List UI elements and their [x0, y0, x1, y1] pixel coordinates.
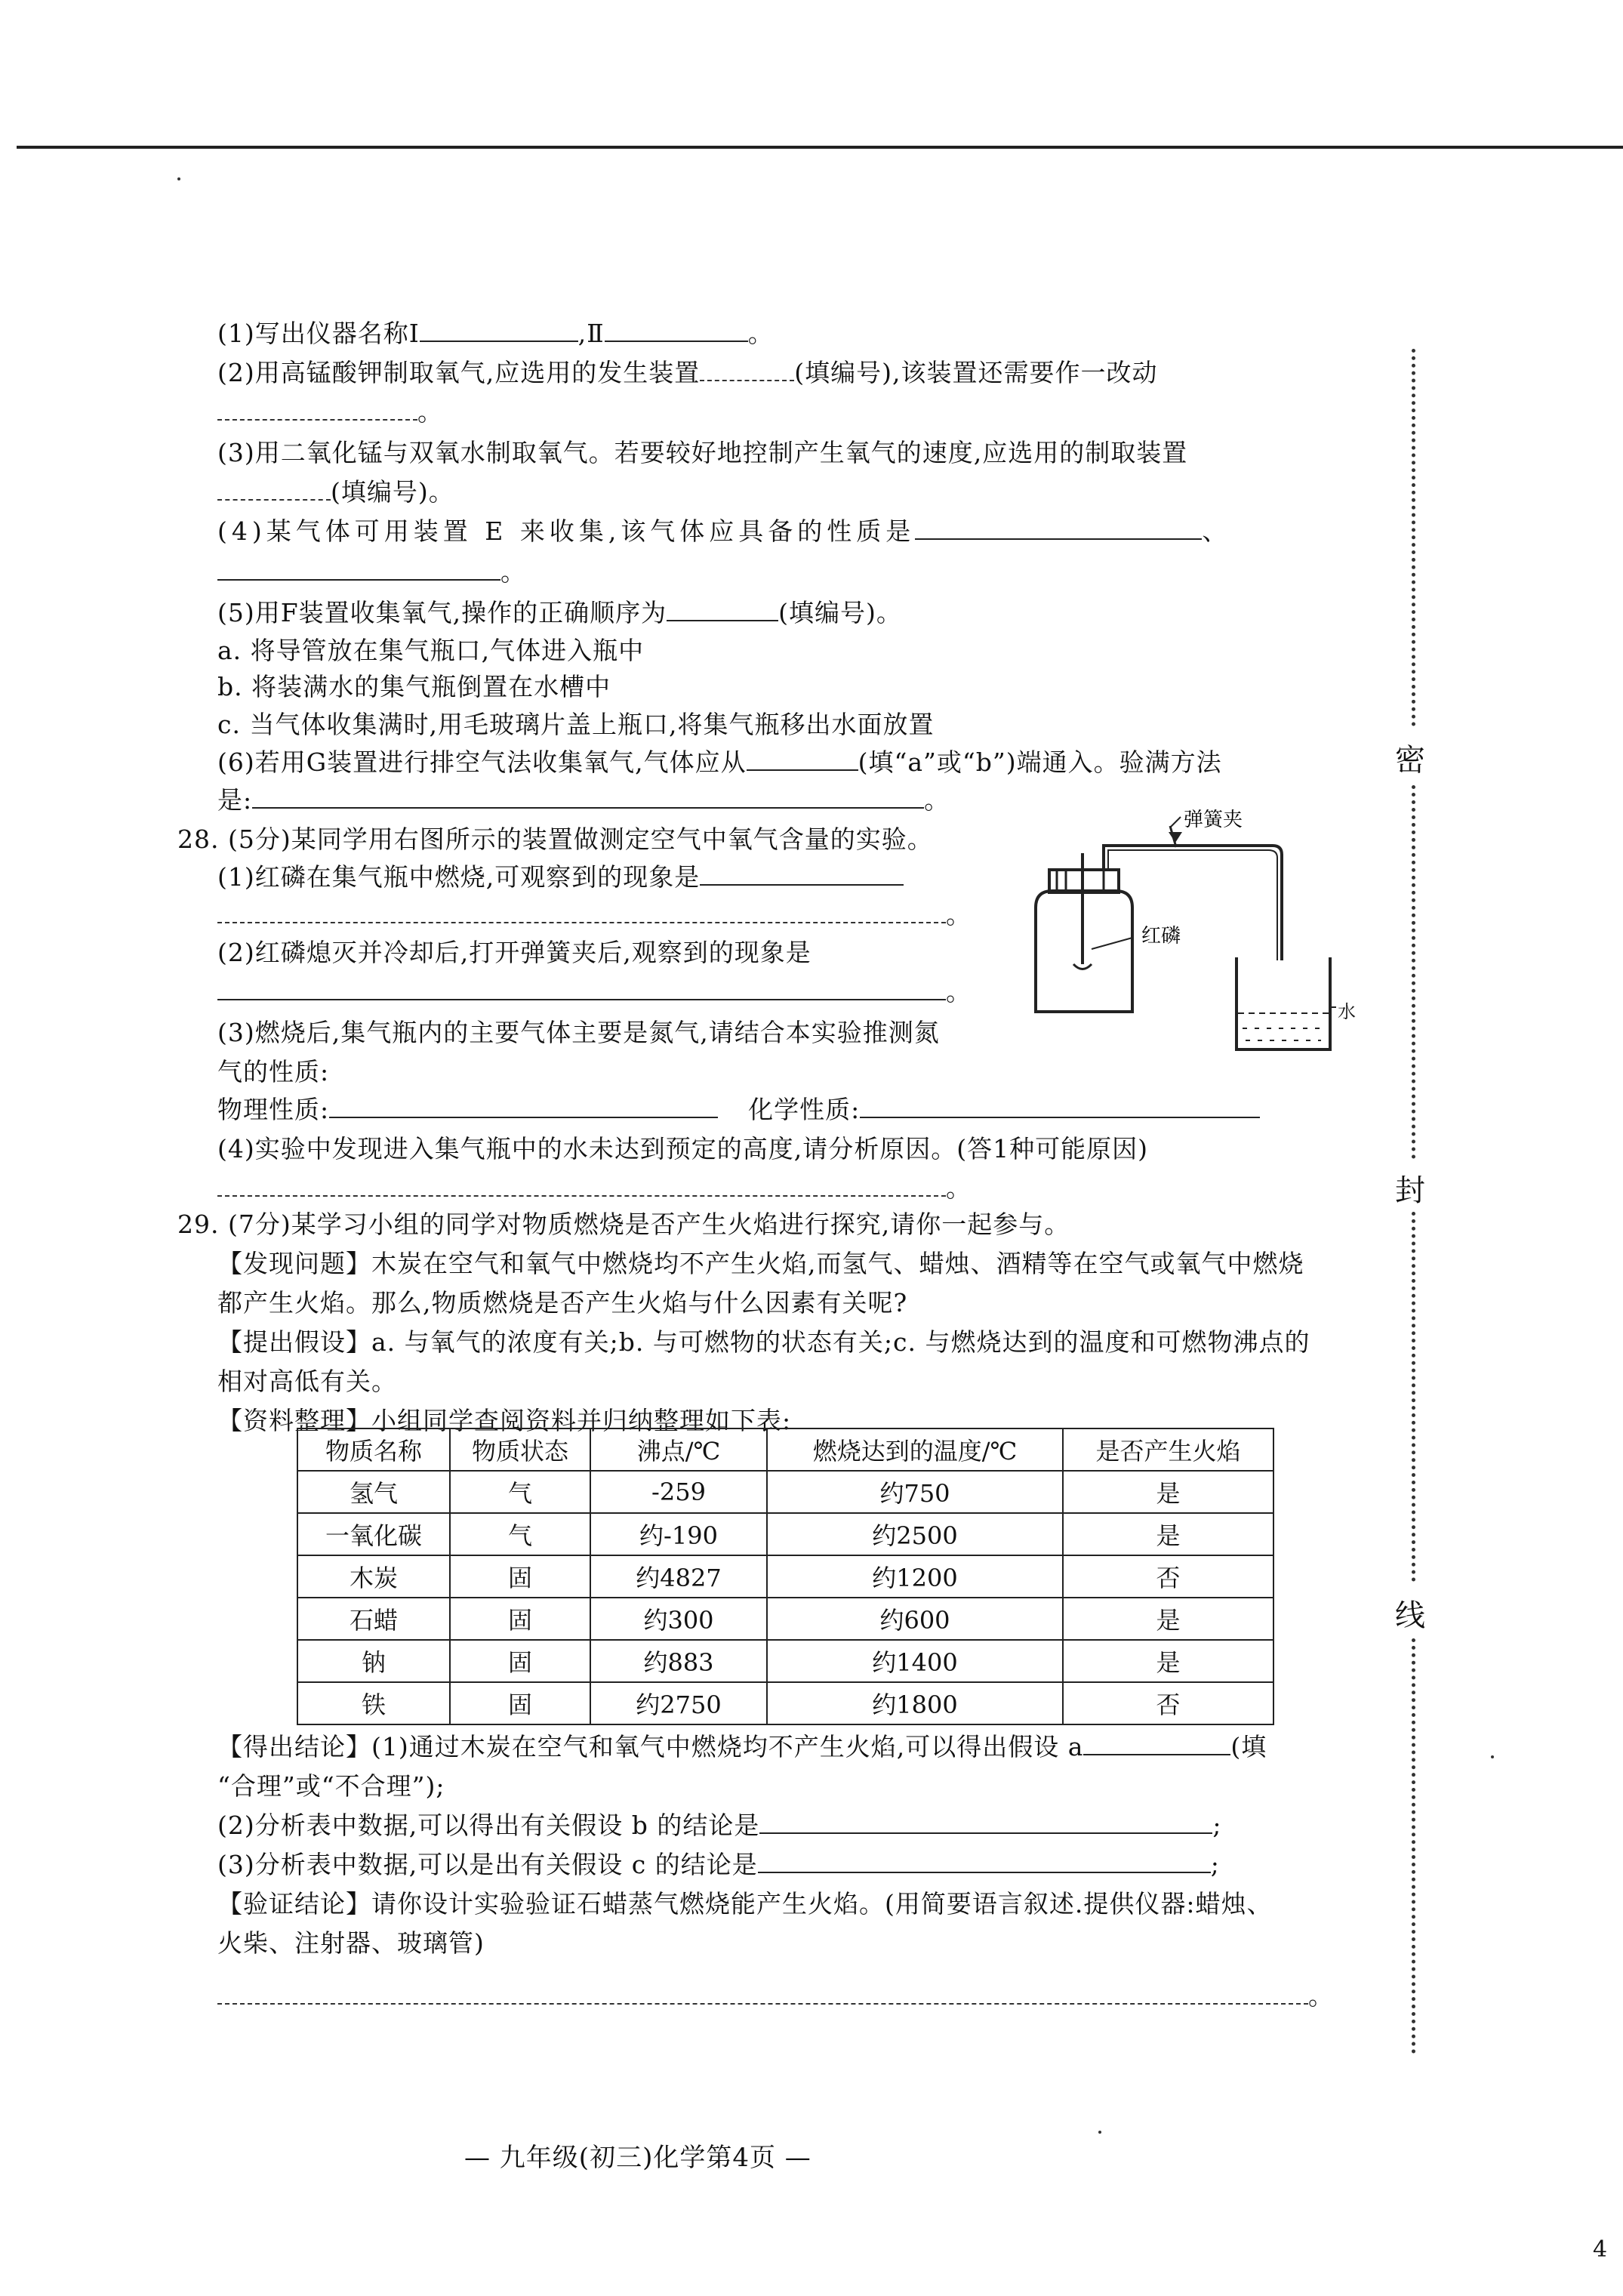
q28-line-4b: 。 [217, 1172, 972, 1205]
q29-conclusion-3: (3)分析表中数据,可以是出有关假设 c 的结论是 ; [217, 1850, 1220, 1879]
table-cell: 是 [1063, 1598, 1273, 1640]
q29-conclusion-1: 【得出结论】(1)通过木炭在空气和氧气中燃烧均不产生火焰,可以得出假设 a (填 [217, 1732, 1267, 1761]
answer-blank[interactable] [217, 1980, 1308, 2005]
answer-blank[interactable] [700, 861, 904, 886]
table-cell: 固 [450, 1555, 590, 1598]
table-cell: 氢气 [297, 1471, 450, 1513]
answer-blank[interactable] [758, 1849, 1211, 1873]
answer-blank[interactable] [217, 476, 331, 501]
speck [1098, 2131, 1101, 2134]
q28-properties: 物理性质: 化学性质: [217, 1093, 1260, 1126]
table-cell: 约1200 [767, 1555, 1063, 1598]
answer-blank[interactable] [217, 976, 946, 1000]
speck [177, 177, 180, 180]
table-cell: 是 [1063, 1640, 1273, 1682]
table-cell: -259 [590, 1471, 767, 1513]
table-cell: 木炭 [297, 1555, 450, 1598]
q27-line-6b: 是: 。 [217, 785, 950, 815]
table-cell: 固 [450, 1682, 590, 1724]
q29-title: 29. (7分)某学习小组的同学对物质燃烧是否产生火焰进行探究,请你一起参与。 [177, 1210, 1070, 1239]
page-number: 4 [1593, 2236, 1608, 2263]
speck [1491, 1755, 1494, 1758]
table-cell: 约4827 [590, 1555, 767, 1598]
q27-line-1: (1)写出仪器名称Ⅰ ,Ⅱ 。 [217, 319, 774, 348]
table-row [297, 1682, 1273, 1724]
q29-verify-1: 【验证结论】请你设计实验验证石蜡蒸气燃烧能产生火焰。(用简要语言叙述.提供仪器:蜡烛、 [217, 1889, 1273, 1918]
top-rule [17, 146, 1623, 149]
table-cell: 是 [1063, 1513, 1273, 1555]
q27-line-3: (3)用二氧化锰与双氧水制取氧气。若要较好地控制产生氧气的速度,应选用的制取装置 [217, 438, 1188, 467]
answer-blank[interactable] [860, 1094, 1260, 1118]
glass-tube [1104, 846, 1282, 960]
page-footer: — 九年级(初三)化学第4页 — [464, 2143, 812, 2173]
q28-line-4: (4)实验中发现进入集气瓶中的水未达到预定的高度,请分析原因。(答1种可能原因) [217, 1134, 1148, 1163]
table-row [297, 1555, 1273, 1598]
answer-blank[interactable] [217, 556, 500, 581]
table-row [297, 1598, 1273, 1640]
q27-option-a: a. 将导管放在集气瓶口,气体进入瓶中 [217, 636, 645, 665]
table-cell: 石蜡 [297, 1598, 450, 1640]
answer-blank[interactable] [700, 357, 794, 381]
table-cell: 气 [450, 1513, 590, 1555]
q28-line-3: (3)燃烧后,集气瓶内的主要气体主要是氮气,请结合本实验推测氮 [217, 1018, 940, 1047]
label-red-phosphorus: 红磷 [1141, 925, 1181, 948]
table-cell: 约1400 [767, 1640, 1063, 1682]
q29-hypothesis-1: 【提出假设】a. 与氧气的浓度有关;b. 与可燃物的状态有关;c. 与燃烧达到的温度和可燃物沸点的 [217, 1327, 1310, 1357]
q29-question-1: 【发现问题】木炭在空气和氧气中燃烧均不产生火焰,而氢气、蜡烛、酒精等在空气或氧气中燃烧 [217, 1249, 1304, 1278]
q29-question-2: 都产生火焰。那么,物质燃烧是否产生火焰与什么因素有关呢? [217, 1288, 908, 1318]
table-cell: 约-190 [590, 1513, 767, 1555]
seal-char-xian: 线 [1395, 1598, 1425, 1633]
table-cell: 约750 [767, 1471, 1063, 1513]
q29-conclusion-1b: “合理”或“不合理”); [217, 1771, 445, 1801]
answer-blank[interactable] [252, 784, 924, 809]
seal-char-feng: 封 [1395, 1173, 1425, 1208]
data-table [297, 1428, 1274, 1725]
q27-line-3b: (填编号)。 [217, 476, 454, 509]
answer-blank[interactable] [420, 318, 578, 342]
table-cell: 约883 [590, 1640, 767, 1682]
table-cell: 约2500 [767, 1513, 1063, 1555]
answer-blank[interactable] [605, 318, 748, 342]
table-header: 是否产生火焰 [1063, 1428, 1273, 1471]
q28-title: 28. (5分)某同学用右图所示的装置做测定空气中氧气含量的实验。 [177, 824, 933, 854]
q28-line-1: (1)红磷在集气瓶中燃烧,可观察到的现象是 [217, 861, 904, 894]
q27-line-2b: 。 [217, 396, 443, 429]
seal-dotted-line [1412, 785, 1415, 1159]
table-header: 物质名称 [297, 1428, 450, 1471]
answer-blank[interactable] [329, 1094, 718, 1118]
table-cell: 否 [1063, 1682, 1273, 1724]
answer-blank[interactable] [1083, 1731, 1230, 1755]
table-row [297, 1640, 1273, 1682]
seal-dotted-line [1412, 349, 1415, 726]
q29-verify-2: 火柴、注射器、玻璃管) [217, 1928, 485, 1958]
answer-blank[interactable] [915, 516, 1202, 540]
seal-dotted-line [1412, 1638, 1415, 2054]
table-cell: 约300 [590, 1598, 767, 1640]
q29-resource-intro: 【资料整理】小组同学查阅资料并归纳整理如下表: [217, 1406, 792, 1435]
q29-verify-answer: 。 [217, 1980, 1334, 2013]
q28-line-2b: 。 [217, 975, 972, 1009]
table-cell: 一氧化碳 [297, 1513, 450, 1555]
table-cell: 钠 [297, 1640, 450, 1682]
q27-line-4: (4)某气体可用装置 E 来收集,该气体应具备的性质是 、 [217, 516, 1232, 546]
table-cell: 固 [450, 1640, 590, 1682]
table-header: 燃烧达到的温度/℃ [767, 1428, 1063, 1471]
table-cell: 是 [1063, 1471, 1273, 1513]
q27-line-2: (2)用高锰酸钾制取氧气,应选用的发生装置 (填编号),该装置还需要作一改动 [217, 358, 1158, 387]
q29-conclusion-2: (2)分析表中数据,可以得出有关假设 b 的结论是 ; [217, 1811, 1222, 1840]
beaker [1236, 957, 1330, 1049]
answer-blank[interactable] [747, 747, 858, 771]
q27-line-4b: 。 [217, 556, 526, 589]
answer-blank[interactable] [217, 396, 417, 421]
table-header: 沸点/℃ [590, 1428, 767, 1471]
answer-blank[interactable] [217, 1173, 946, 1197]
table-header-row [297, 1428, 1273, 1471]
q28-line-1b: 。 [217, 898, 972, 932]
table-row [297, 1471, 1273, 1513]
q28-line-3b: 气的性质: [217, 1057, 330, 1086]
table-cell: 铁 [297, 1682, 450, 1724]
q29-hypothesis-2: 相对高低有关。 [217, 1367, 397, 1396]
table-cell: 气 [450, 1471, 590, 1513]
label-spring-clamp: 弹簧夹 [1184, 809, 1243, 831]
table-cell: 约600 [767, 1598, 1063, 1640]
table-cell: 否 [1063, 1555, 1273, 1598]
table-cell: 约1800 [767, 1682, 1063, 1724]
table-header: 物质状态 [450, 1428, 590, 1471]
answer-blank[interactable] [759, 1810, 1212, 1834]
table-cell: 固 [450, 1598, 590, 1640]
q27-line-6: (6)若用G装置进行排空气法收集氧气,气体应从 (填“a”或“b”)端通入。验满方法 [217, 747, 1222, 777]
label-water: 水 [1338, 1001, 1357, 1022]
table-row [297, 1513, 1273, 1555]
table-cell: 约2750 [590, 1682, 767, 1724]
seal-char-mi: 密 [1395, 743, 1425, 778]
answer-blank[interactable] [217, 899, 946, 923]
apparatus-figure [1019, 809, 1336, 1059]
q27-line-5: (5)用F装置收集氧气,操作的正确顺序为 (填编号)。 [217, 598, 902, 627]
q27-option-b: b. 将装满水的集气瓶倒置在水槽中 [217, 672, 611, 701]
answer-blank[interactable] [667, 597, 778, 621]
seal-dotted-line [1412, 1212, 1415, 1582]
q28-line-2: (2)红磷熄灭并冷却后,打开弹簧夹后,观察到的现象是 [217, 938, 812, 967]
q27-option-c: c. 当气体收集满时,用毛玻璃片盖上瓶口,将集气瓶移出水面放置 [217, 710, 935, 739]
